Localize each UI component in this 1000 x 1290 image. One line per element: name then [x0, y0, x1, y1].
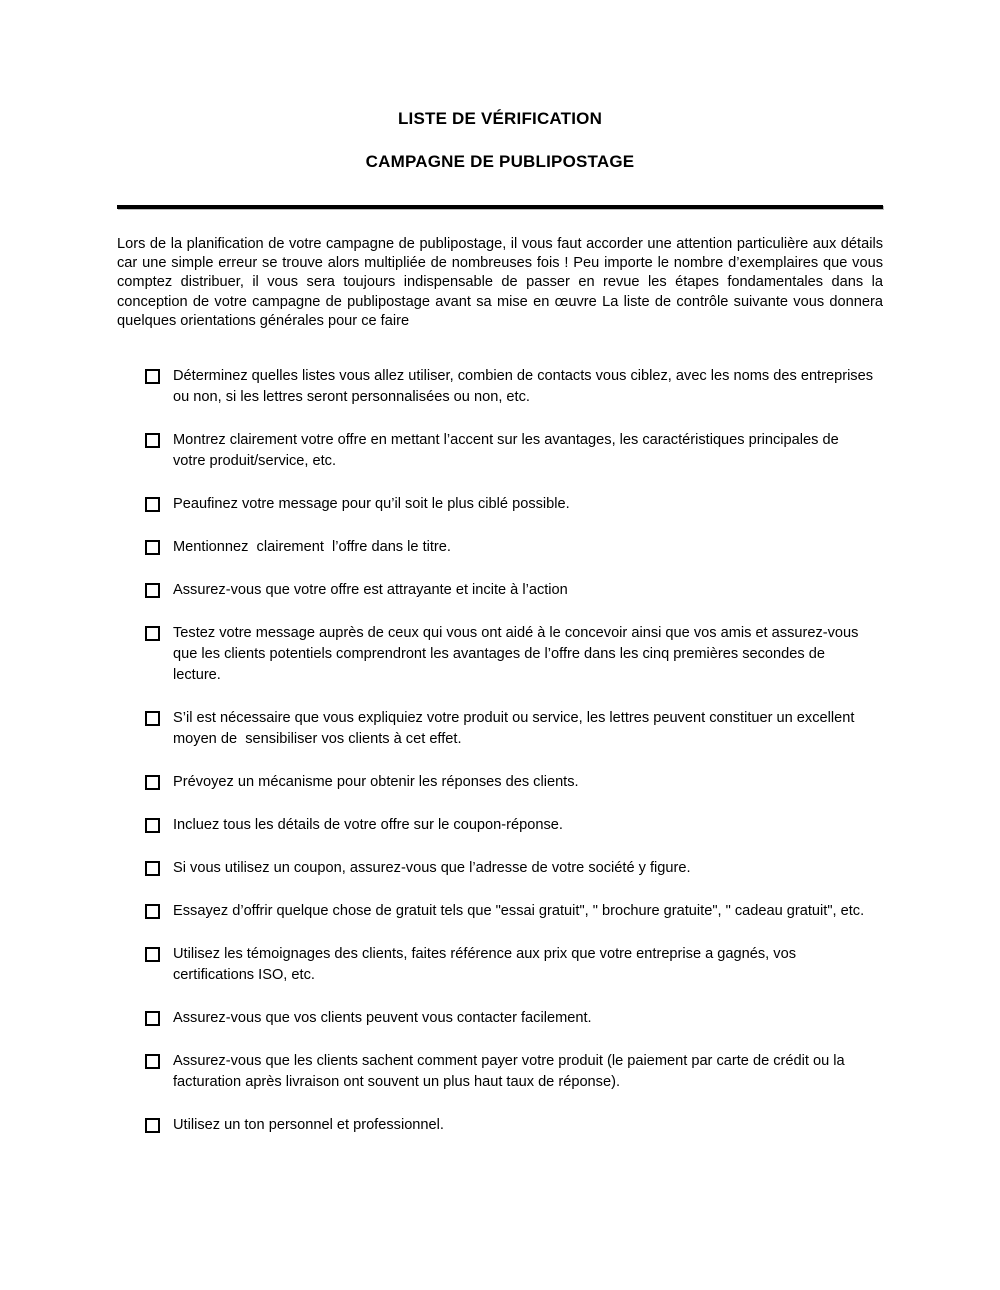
list-item-label: Essayez d’offrir quelque chose de gratuit tels que "essai gratuit", " brochure gratuite", " cadeau gratuit", etc.: [173, 902, 865, 919]
list-item[interactable]: [145, 580, 883, 601]
title-block: [117, 0, 883, 173]
list-item[interactable]: [145, 815, 883, 836]
checkbox-icon[interactable]: [145, 497, 160, 512]
list-item-label: Assurez-vous que votre offre est attrayante et incite à l’action: [173, 581, 568, 598]
checkbox-icon[interactable]: [145, 540, 160, 555]
list-item-label: S’il est nécessaire que vous expliquiez votre produit ou service, les lettres peuvent constituer un excellent moyen de sensibiliser vos clients à cet effet.: [173, 709, 859, 747]
checkbox-icon[interactable]: [145, 711, 160, 726]
intro-paragraph: Lors de la planification de votre campagne de publipostage, il vous faut accorder une attention particulière aux détails car une simple erreur se trouve alors multipliée de nombreuses fois ! Peu importe le nombre d’exemplaires que vous comptez distribuer, il vous sera toujours indispensable de passer en revue les étapes fondamentales dans la conception de votre campagne de publipostage avant sa mise en œuvre La liste de contrôle suivante vous donnera quelques orientations générales pour ce faire: [117, 235, 888, 330]
checkbox-icon[interactable]: [145, 818, 160, 833]
checkbox-icon[interactable]: [145, 369, 160, 384]
checkbox-icon[interactable]: [145, 861, 160, 876]
list-item-label: Déterminez quelles listes vous allez utiliser, combien de contacts vous ciblez, avec les noms des entreprises ou non, si les lettres seront personnalisées ou non, etc.: [173, 367, 878, 405]
checklist: [117, 366, 883, 1136]
checkbox-icon[interactable]: [145, 1011, 160, 1026]
list-item-label: Assurez-vous que les clients sachent comment payer votre produit (le paiement par carte de crédit ou la facturation après livraison ont souvent un plus haut taux de réponse).: [173, 1052, 849, 1090]
list-item[interactable]: [145, 772, 883, 793]
list-item[interactable]: [145, 623, 883, 686]
list-item[interactable]: [145, 1115, 883, 1136]
list-item[interactable]: [145, 494, 883, 515]
page-title-secondary: CAMPAGNE DE PUBLIPOSTAGE: [365, 152, 635, 172]
list-item-label: Peaufinez votre message pour qu’il soit le plus ciblé possible.: [173, 495, 570, 512]
list-item[interactable]: [145, 537, 883, 558]
list-item-label: Assurez-vous que vos clients peuvent vous contacter facilement.: [173, 1009, 592, 1026]
list-item[interactable]: [145, 944, 883, 986]
list-item[interactable]: [145, 901, 883, 922]
list-item[interactable]: [145, 1051, 883, 1093]
list-item-label: Incluez tous les détails de votre offre sur le coupon-réponse.: [173, 816, 563, 833]
list-item-label: Montrez clairement votre offre en mettant l’accent sur les avantages, les caractéristiques principales de votre produit/service, etc.: [173, 431, 843, 469]
header-divider: [117, 205, 883, 209]
list-item[interactable]: [145, 708, 883, 750]
list-item[interactable]: [145, 430, 883, 472]
list-item[interactable]: [145, 1008, 883, 1029]
checkbox-icon[interactable]: [145, 1118, 160, 1133]
checkbox-icon[interactable]: [145, 583, 160, 598]
list-item-label: Mentionnez clairement l’offre dans le titre.: [173, 538, 451, 555]
checkbox-icon[interactable]: [145, 904, 160, 919]
page-title-primary: LISTE DE VÉRIFICATION: [397, 109, 603, 128]
list-item-label: Prévoyez un mécanisme pour obtenir les réponses des clients.: [173, 773, 579, 790]
checkbox-icon[interactable]: [145, 947, 160, 962]
checkbox-icon[interactable]: [145, 775, 160, 790]
checkbox-icon[interactable]: [145, 433, 160, 448]
checkbox-icon[interactable]: [145, 626, 160, 641]
checkbox-icon[interactable]: [145, 1054, 160, 1069]
list-item-label: Utilisez les témoignages des clients, faites référence aux prix que votre entreprise a gagnés, vos certifications ISO, etc.: [173, 945, 801, 983]
document-content: [117, 0, 888, 1136]
list-item[interactable]: [145, 366, 883, 408]
list-item-label: Si vous utilisez un coupon, assurez-vous que l’adresse de votre société y figure.: [173, 859, 691, 876]
list-item-label: Testez votre message auprès de ceux qui vous ont aidé à le concevoir ainsi que vos amis et assurez-vous que les clients potentiels comprendront les avantages de l’offre dans les cinq premières secondes de lecture.: [173, 624, 863, 683]
list-item-label: Utilisez un ton personnel et professionnel.: [173, 1116, 444, 1133]
list-item[interactable]: [145, 858, 883, 879]
